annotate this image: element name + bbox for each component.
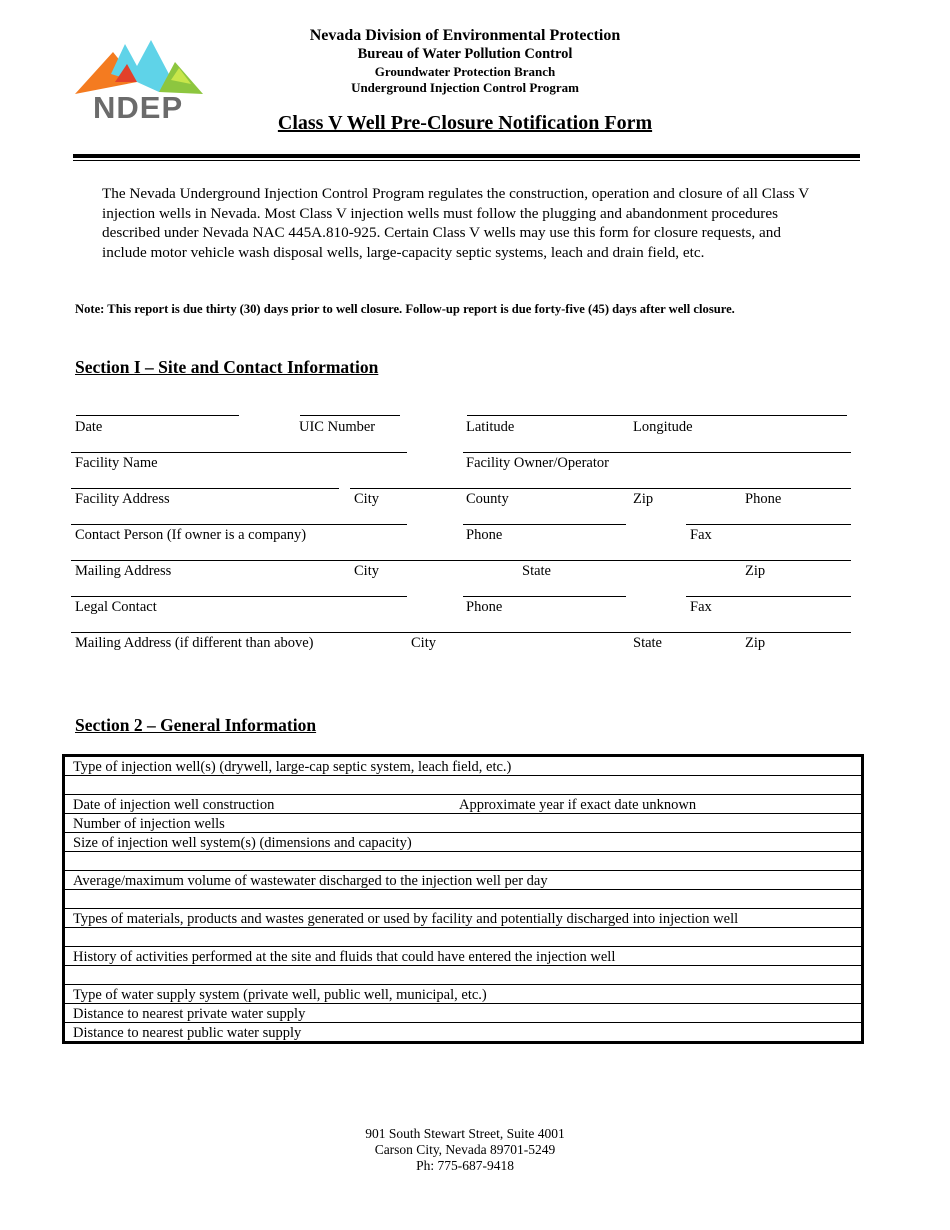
legal-contact-field[interactable]	[71, 596, 407, 597]
legal-fax-field[interactable]	[686, 596, 851, 597]
ndep-logo	[75, 38, 203, 128]
table-row	[65, 814, 861, 833]
facility-name-field[interactable]	[71, 452, 407, 453]
footer-city: Carson City, Nevada 89701-5249	[374, 1142, 556, 1157]
uic-number-field[interactable]	[300, 415, 400, 416]
table-row	[65, 871, 861, 890]
volume-label: Average/maximum volume of wastewater discharged to the injection well per day	[73, 873, 548, 889]
county-label: County	[466, 491, 509, 507]
section2-heading: Section 2 – General Information	[75, 715, 317, 735]
legal-phone-field[interactable]	[463, 596, 626, 597]
private-distance-label: Distance to nearest private water supply	[73, 1006, 306, 1022]
approx-year-label: Approximate year if exact date unknown	[459, 797, 697, 813]
logo-text: NDEP	[93, 90, 184, 125]
mailing-address-label: Mailing Address	[75, 563, 172, 579]
facility-city-county-field[interactable]	[350, 488, 851, 489]
header-divider-thin	[73, 160, 860, 161]
longitude-label: Longitude	[633, 419, 693, 435]
form-title: Class V Well Pre-Closure Notification Form	[277, 112, 653, 134]
contact-person-field[interactable]	[71, 524, 407, 525]
alt-zip-label: Zip	[745, 635, 766, 651]
alt-state-label: State	[633, 635, 662, 651]
facility-city-label: City	[354, 491, 379, 507]
table-row	[65, 833, 861, 852]
table-row	[65, 1023, 861, 1041]
lat-long-field[interactable]	[467, 415, 847, 416]
section1-heading: Section I – Site and Contact Information	[75, 357, 379, 377]
facility-zip-label: Zip	[633, 491, 654, 507]
size-label: Size of injection well system(s) (dimensions and capacity)	[73, 835, 412, 851]
well-type-input[interactable]	[65, 776, 861, 795]
contact-fax-label: Fax	[690, 527, 712, 543]
facility-name-label: Facility Name	[75, 455, 158, 471]
mailing-state-label: State	[522, 563, 551, 579]
agency-name: Nevada Division of Environmental Protection	[309, 27, 621, 44]
water-supply-label: Type of water supply system (private well, public well, municipal, etc.)	[73, 987, 487, 1003]
branch-name: Groundwater Protection Branch	[374, 64, 556, 79]
facility-phone-label: Phone	[745, 491, 782, 507]
table-row	[65, 757, 861, 776]
program-name: Underground Injection Control Program	[351, 80, 579, 95]
construction-date-label: Date of injection well construction	[73, 797, 275, 813]
table-row	[65, 909, 861, 928]
history-input[interactable]	[65, 966, 861, 985]
alt-city-label: City	[411, 635, 436, 651]
volume-input[interactable]	[65, 890, 861, 909]
contact-phone-label: Phone	[466, 527, 503, 543]
table-row	[65, 1004, 861, 1023]
contact-person-label: Contact Person (If owner is a company)	[75, 527, 307, 543]
intro-paragraph: The Nevada Underground Injection Control Program regulates the construction, operation and closure of all Class V injection wells in Nevada. Most Class V injection wells must follow the plugging and abandonment procedures described under Nevada NAC 445A.810-925. Certain Class V wells may use this form for closure requests, and include motor vehicle wash disposal wells, large-capacity septic systems, leach and drain field, etc.	[102, 185, 809, 261]
latitude-label: Latitude	[466, 419, 515, 435]
date-field[interactable]	[76, 415, 239, 416]
contact-phone-field[interactable]	[463, 524, 626, 525]
materials-input[interactable]	[65, 928, 861, 947]
due-date-note: Note: This report is due thirty (30) days prior to well closure. Follow-up report is due forty-five (45) days after well closure.	[75, 302, 735, 316]
bureau-name: Bureau of Water Pollution Control	[357, 46, 573, 62]
table-row	[65, 947, 861, 966]
num-wells-label: Number of injection wells	[73, 816, 225, 832]
table-row	[65, 795, 861, 814]
well-type-label: Type of injection well(s) (drywell, large-cap septic system, leach field, etc.)	[73, 759, 512, 775]
history-label: History of activities performed at the site and fluids that could have entered the injection well	[73, 949, 616, 965]
footer-phone: Ph: 775-687-9418	[416, 1158, 514, 1173]
legal-phone-label: Phone	[466, 599, 503, 615]
facility-owner-label: Facility Owner/Operator	[466, 455, 609, 471]
mailing-city-label: City	[354, 563, 379, 579]
public-distance-label: Distance to nearest public water supply	[73, 1025, 302, 1041]
mailing-address-field[interactable]	[71, 560, 851, 561]
footer-address: 901 South Stewart Street, Suite 4001	[365, 1126, 565, 1141]
facility-address-label: Facility Address	[75, 491, 170, 507]
size-input[interactable]	[65, 852, 861, 871]
mailing-zip-label: Zip	[745, 563, 766, 579]
facility-address-field[interactable]	[71, 488, 339, 489]
date-label: Date	[75, 419, 103, 435]
contact-fax-field[interactable]	[686, 524, 851, 525]
header-divider-thick	[73, 154, 860, 158]
mountain-logo-icon	[75, 38, 203, 98]
table-row	[65, 985, 861, 1004]
legal-contact-label: Legal Contact	[75, 599, 157, 615]
facility-owner-field[interactable]	[463, 452, 851, 453]
materials-label: Types of materials, products and wastes generated or used by facility and potentially discharged into injection well	[73, 911, 739, 927]
general-info-table	[62, 754, 864, 1044]
uic-number-label: UIC Number	[299, 419, 376, 435]
legal-fax-label: Fax	[690, 599, 712, 615]
alt-mailing-address-label: Mailing Address (if different than above)	[75, 635, 314, 651]
alt-mailing-address-field[interactable]	[71, 632, 851, 633]
